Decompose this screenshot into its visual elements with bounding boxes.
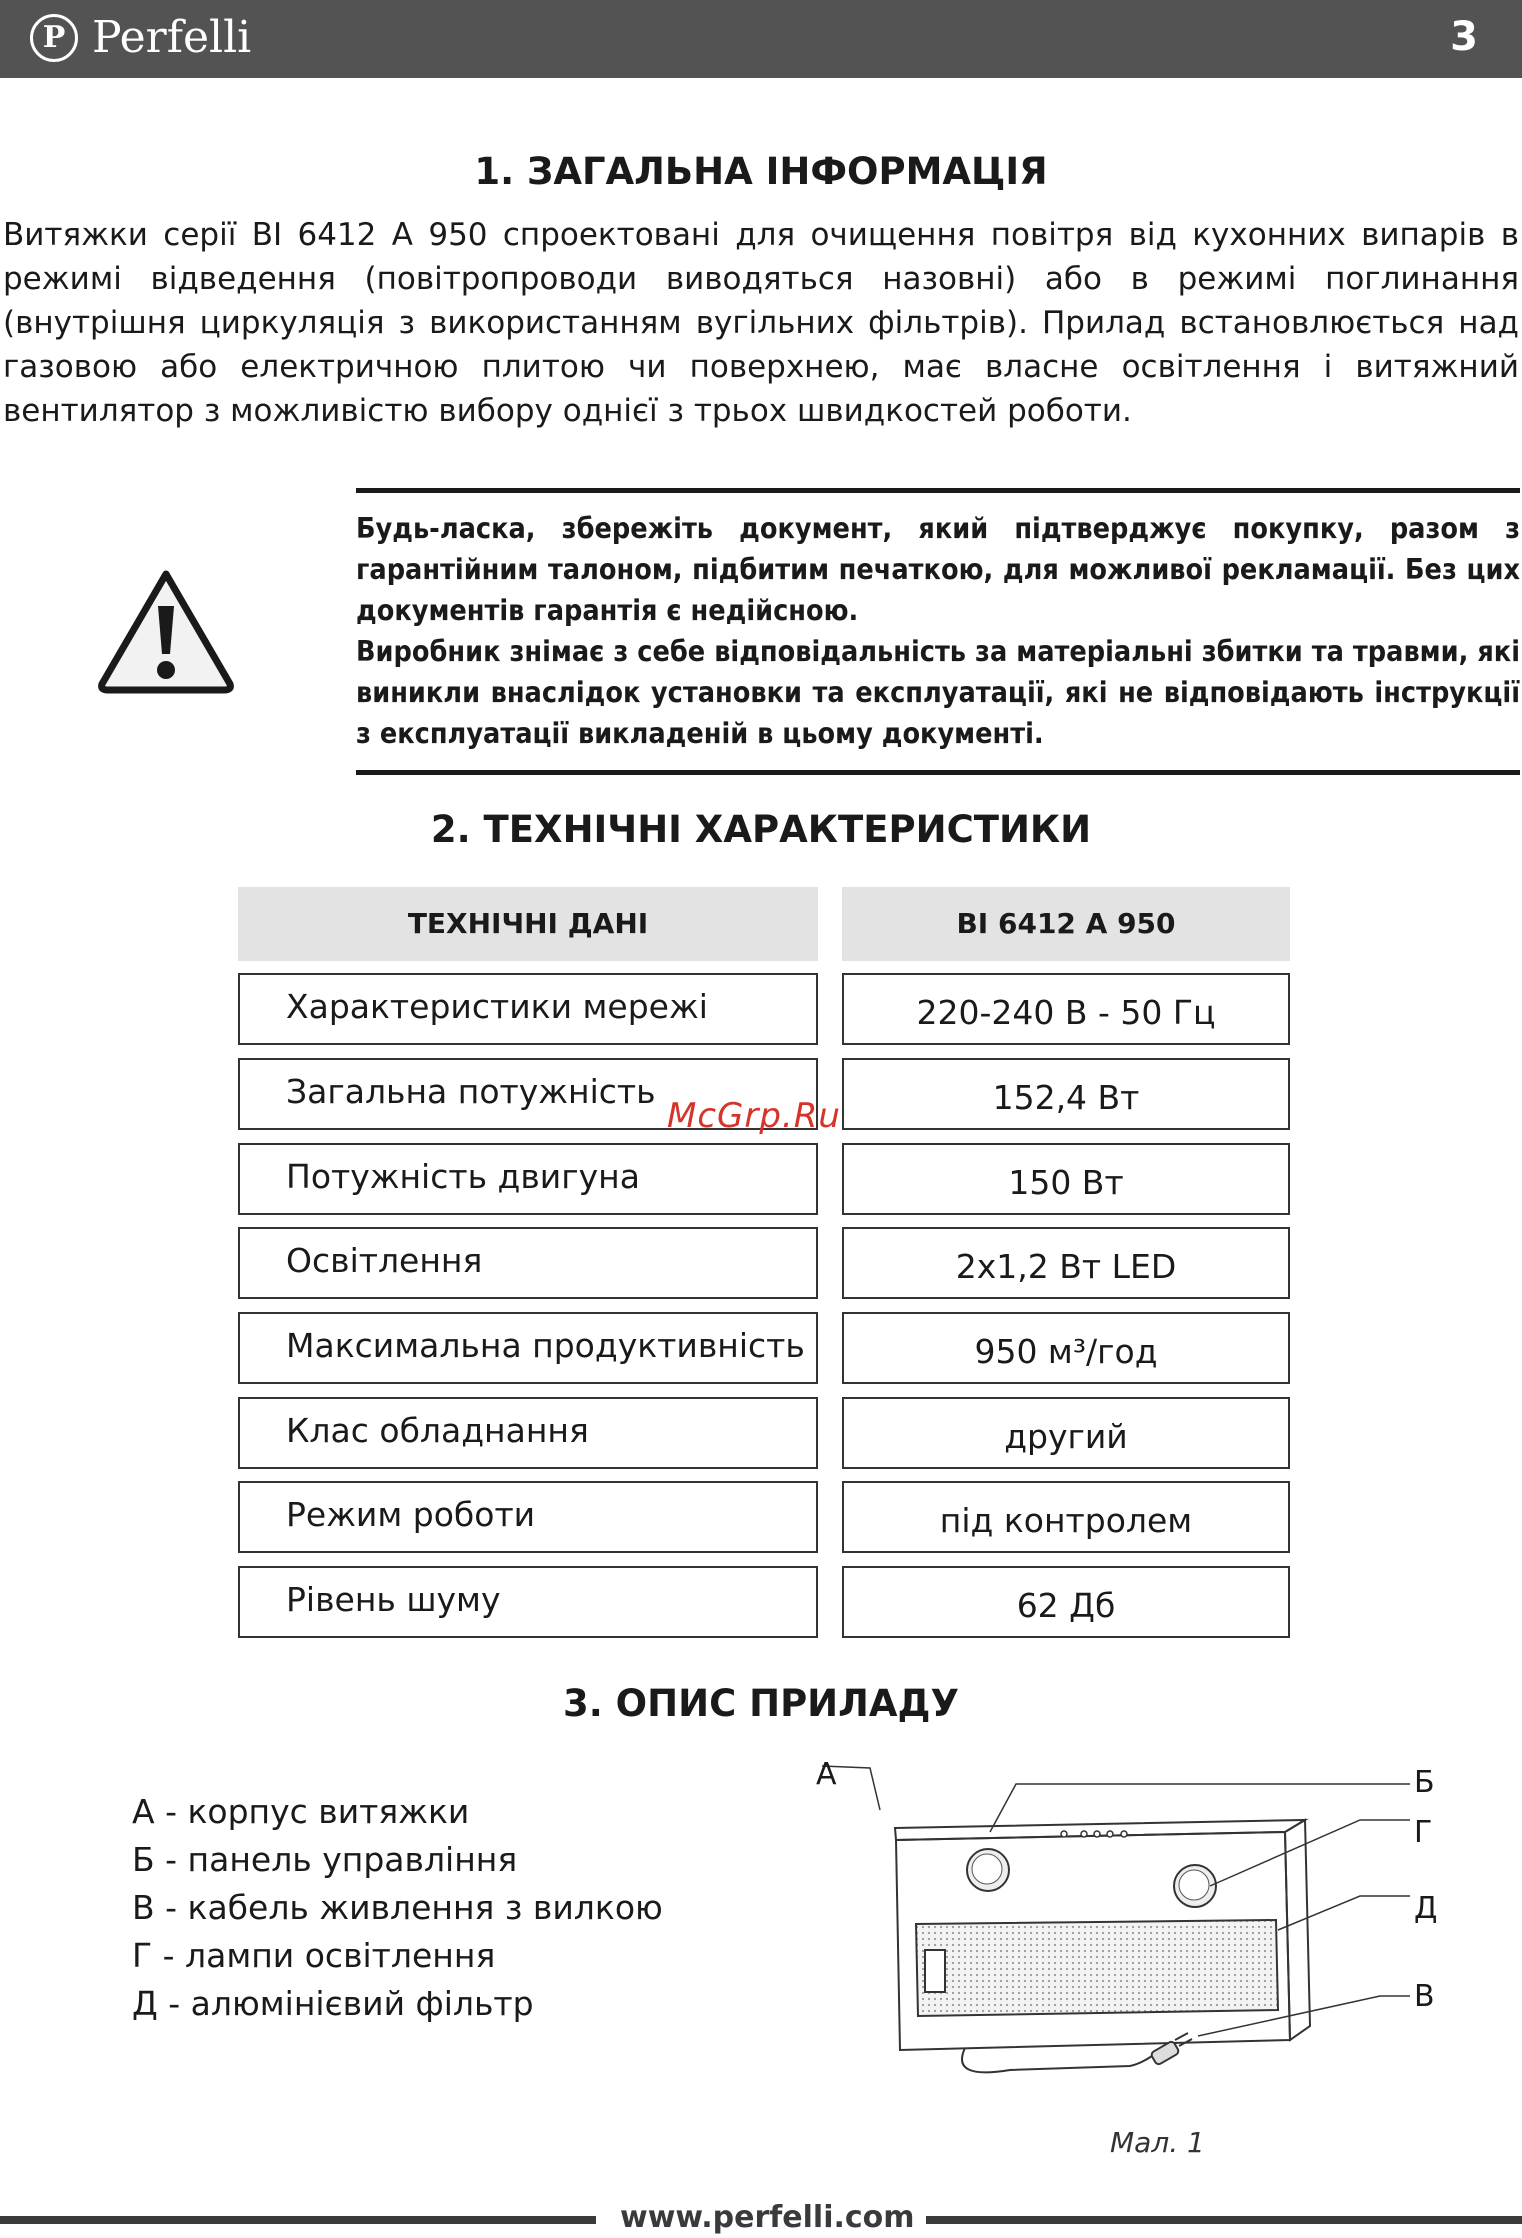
spec-label: Характеристики мережі	[238, 973, 818, 1045]
power-cable	[962, 2048, 1152, 2072]
diagram-label-d: Д	[1414, 1891, 1438, 1926]
spec-label: Освітлення	[238, 1227, 818, 1299]
legend-item: Б - панель управління	[132, 1840, 518, 1879]
legend-item: Г - лампи освітлення	[132, 1936, 496, 1975]
footer-rule-right	[926, 2216, 1522, 2224]
filter-handle	[925, 1950, 945, 1992]
section-title-specs: 2. ТЕХНІЧНІ ХАРАКТЕРИСТИКИ	[430, 808, 1092, 851]
legend-item: Д - алюмінієвий фільтр	[132, 1984, 534, 2023]
warning-paragraph-receipt: Будь-ласка, збережіть документ, який підтверджує покупку, разом з гарантійним талоном, підбитим печаткою, для можливої рекламації. Без цих документів гарантія є недійсною.	[356, 512, 1520, 627]
warning-top-rule	[356, 488, 1520, 493]
spec-label: Потужність двигуна	[238, 1143, 818, 1215]
spec-value: 152,4 Вт	[842, 1058, 1290, 1130]
spec-value: 220-240 В - 50 Гц	[842, 973, 1290, 1045]
warning-triangle-icon	[96, 566, 236, 694]
leader-line-g	[1210, 1820, 1410, 1886]
hood-diagram	[800, 1750, 1480, 2130]
section-title-description: 3. ОПИС ПРИЛАДУ	[563, 1682, 959, 1725]
spec-value: 2х1,2 Вт LED	[842, 1227, 1290, 1299]
diagram-label-a: А	[816, 1757, 837, 1792]
spec-label: Режим роботи	[238, 1481, 818, 1553]
warning-paragraph-liability: Виробник знімає з себе відповідальність за матеріальні збитки та травми, які виникли внаслідок установки та експлуатації, які не відповідають інструкції з експлуатації викладеній в цьому документі.	[356, 635, 1520, 750]
legend-item: А - корпус витяжки	[132, 1792, 470, 1831]
aluminium-filter	[916, 1920, 1278, 2016]
brand-logo-icon: P	[30, 14, 78, 62]
parts-legend	[132, 1788, 663, 2028]
spec-label: Загальна потужність	[238, 1058, 818, 1130]
spec-value: 62 Дб	[842, 1566, 1290, 1638]
spec-value: 150 Вт	[842, 1143, 1290, 1215]
spec-label: Максимальна продуктивність	[238, 1312, 818, 1384]
power-plug-icon	[1150, 2033, 1192, 2066]
spec-table-header-label: ТЕХНІЧНІ ДАНІ	[238, 887, 818, 961]
general-info-text: Витяжки серії BI 6412 A 950 спроектовані для очищення повітря від кухонних випарів в режимі відведення (повітропроводи виводяться назовні) або в режимі поглинання (внутрішня циркуляція з використанням вугільних фільтрів). Прилад встановлюється над газовою або електричною плитою чи поверхнею, має власне освітлення і витяжний вентилятор з можливістю вибору однієї з трьох швидкостей роботи.	[3, 217, 1519, 429]
diagram-label-v: В	[1414, 1979, 1435, 2014]
spec-label: Рівень шуму	[238, 1566, 818, 1638]
diagram-label-b: Б	[1414, 1765, 1435, 1800]
footer-website: www.perfelli.com	[620, 2200, 915, 2235]
warning-text	[356, 508, 1520, 754]
spec-value: 950 м³/год	[842, 1312, 1290, 1384]
section-title-general-info: 1. ЗАГАЛЬНА ІНФОРМАЦІЯ	[474, 150, 1048, 193]
legend-item: В - кабель живлення з вилкою	[132, 1888, 663, 1927]
brand-name: Perfelli	[92, 12, 252, 63]
figure-caption: Мал. 1	[1110, 2126, 1205, 2159]
footer-rule-left	[0, 2216, 596, 2224]
spec-value: другий	[842, 1397, 1290, 1469]
warning-bottom-rule	[356, 770, 1520, 775]
watermark-text: McGrp.Ru	[667, 1096, 841, 1136]
spec-value: під контролем	[842, 1481, 1290, 1553]
spec-table-header-model: BI 6412 A 950	[842, 887, 1290, 961]
diagram-label-g: Г	[1414, 1815, 1433, 1850]
page-header	[0, 0, 1522, 78]
leader-line-d	[1278, 1896, 1410, 1930]
spec-label: Клас обладнання	[238, 1397, 818, 1469]
page-number: 3	[1450, 14, 1478, 60]
